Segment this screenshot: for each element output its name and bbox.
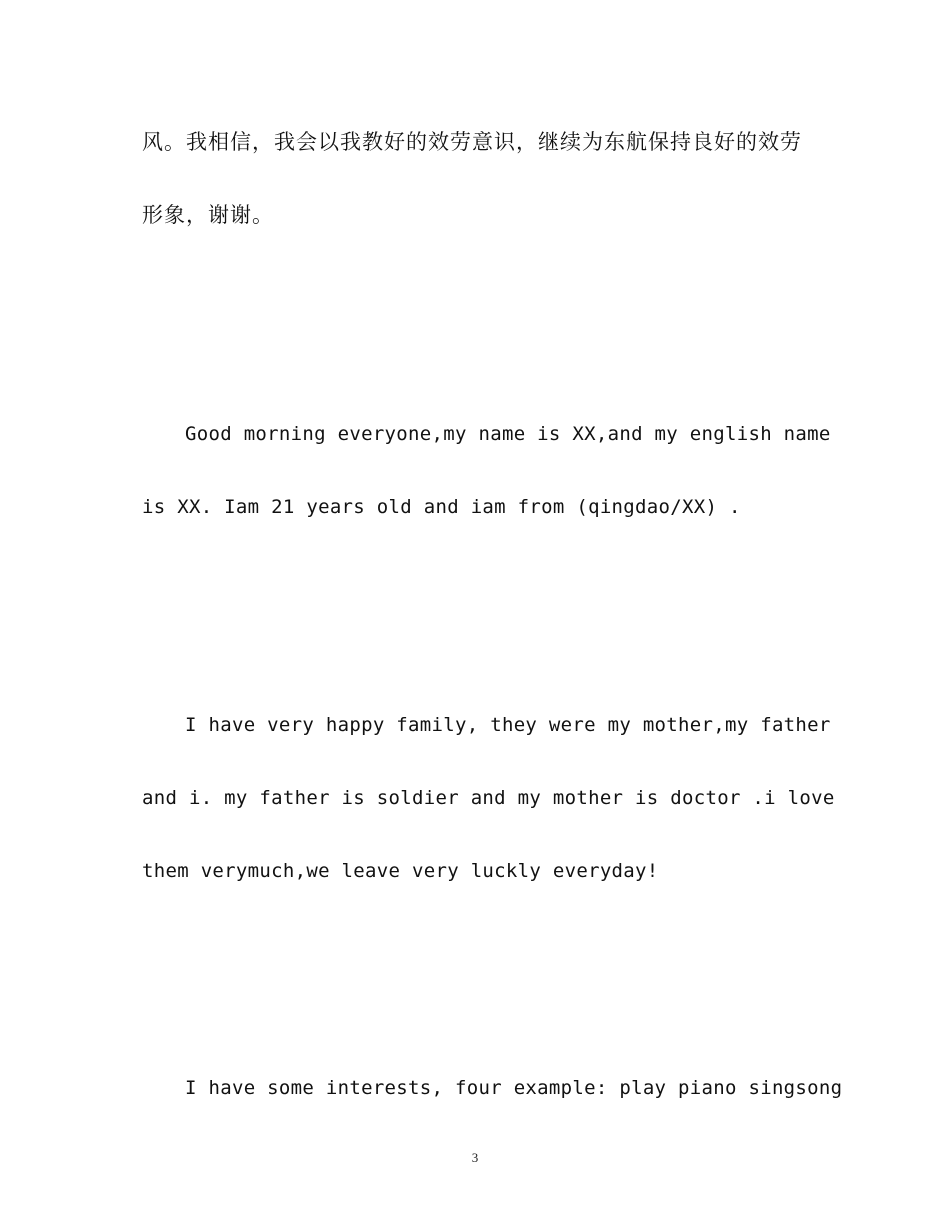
paragraph-1-line-1: 风。我相信，我会以我教好的效劳意识，继续为东航保持良好的效劳 <box>142 130 802 154</box>
page-number: 3 <box>471 1150 479 1165</box>
paragraph-2-line-1: Good morning everyone,my name is XX,and my english name <box>185 423 831 445</box>
paragraph-4-line-1: I have some interests, four example: play piano singsong <box>185 1077 843 1099</box>
paragraph-3-line-2: and i. my father is soldier and my mother is doctor .i love <box>142 787 835 809</box>
paragraph-1-line-2: 形象，谢谢。 <box>142 203 274 227</box>
paragraph-3-line-1: I have very happy family, they were my mother,my father <box>185 714 831 736</box>
paragraph-2-line-2: is XX. Iam 21 years old and iam from (qingdao/XX) . <box>142 496 741 518</box>
paragraph-3-line-3: them verymuch,we leave very luckly everyday! <box>142 860 659 882</box>
